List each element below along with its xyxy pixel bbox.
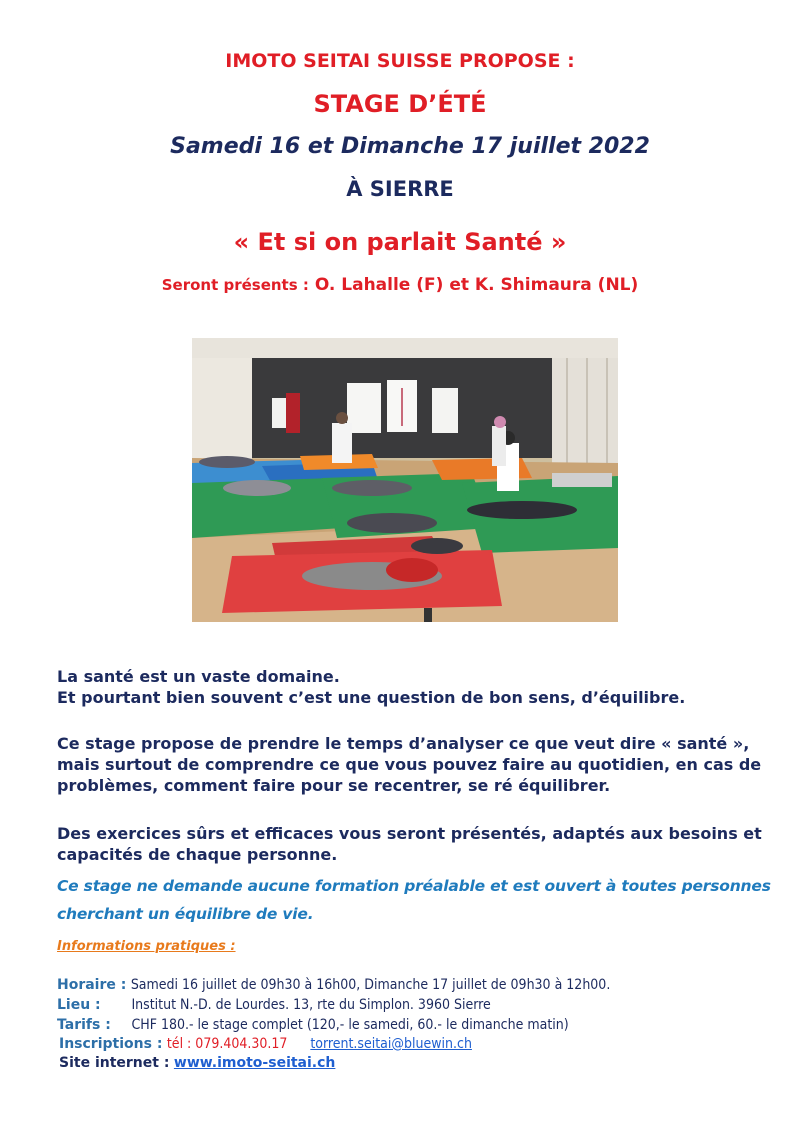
- paragraph-stage-purpose: [57, 733, 762, 796]
- location-line: À SIERRE: [346, 177, 454, 201]
- info-heading: Informations pratiques :: [57, 939, 236, 954]
- workshop-photo-illustration: [192, 338, 618, 622]
- inscriptions-label: Inscriptions :: [59, 1036, 163, 1052]
- inscriptions-email-link[interactable]: torrent.seitai@bluewin.ch: [310, 1036, 472, 1052]
- info-row-site: [59, 1054, 335, 1072]
- para4-line2: cherchant un équilibre de vie.: [57, 905, 314, 923]
- info-row-inscriptions: [59, 1035, 472, 1053]
- paragraph-exercises: [57, 823, 762, 865]
- para2-line1: Ce stage propose de prendre le temps d’analyser ce que veut dire « santé »,: [57, 734, 750, 753]
- presenters-line: [0, 275, 800, 295]
- inscriptions-phone[interactable]: tél : 079.404.30.17: [166, 1036, 288, 1052]
- stage-title: STAGE D’ÉTÉ: [313, 90, 487, 118]
- paragraph-intro: [57, 666, 757, 708]
- site-link[interactable]: www.imoto-seitai.ch: [173, 1055, 336, 1071]
- info-row-horaire: [57, 976, 610, 994]
- workshop-photo: [192, 338, 618, 622]
- horaire-label: Horaire :: [57, 977, 127, 993]
- para4-line1: Ce stage ne demande aucune formation préalable et est ouvert à toutes personnes: [57, 877, 771, 895]
- presenters-names: O. Lahalle (F) et K. Shimaura (NL): [314, 275, 639, 295]
- paragraph-open-to-all: [57, 876, 771, 925]
- presenters-label: Seront présents :: [161, 276, 309, 294]
- info-row-tarifs: [57, 1016, 569, 1034]
- para1-line2: Et pourtant bien souvent c’est une question de bon sens, d’équilibre.: [57, 688, 686, 707]
- dates-line: Samedi 16 et Dimanche 17 juillet 2022: [170, 134, 650, 159]
- para2-line3: problèmes, comment faire pour se recentrer, se ré équilibrer.: [57, 776, 611, 795]
- theme-line: « Et si on parlait Santé »: [233, 228, 567, 256]
- tarifs-label: Tarifs :: [57, 1017, 111, 1033]
- para1-line1: La santé est un vaste domaine.: [57, 667, 340, 686]
- para3-line2: capacités de chaque personne.: [57, 845, 338, 864]
- para3-line1: Des exercices sûrs et efficaces vous seront présentés, adaptés aux besoins et: [57, 824, 762, 843]
- para2-line2: mais surtout de comprendre ce que vous pouvez faire au quotidien, en cas de: [57, 755, 762, 774]
- lieu-value: Institut N.-D. de Lourdes. 13, rte du Simplon. 3960 Sierre: [131, 997, 491, 1013]
- horaire-value: Samedi 16 juillet de 09h30 à 16h00, Dimanche 17 juillet de 09h30 à 12h00.: [130, 977, 611, 993]
- site-label: Site internet :: [59, 1055, 170, 1071]
- lieu-label: Lieu :: [57, 997, 101, 1013]
- org-line: IMOTO SEITAI SUISSE PROPOSE :: [225, 50, 575, 72]
- tarifs-value: CHF 180.- le stage complet (120,- le samedi, 60.- le dimanche matin): [131, 1017, 569, 1033]
- info-row-lieu: [57, 996, 491, 1014]
